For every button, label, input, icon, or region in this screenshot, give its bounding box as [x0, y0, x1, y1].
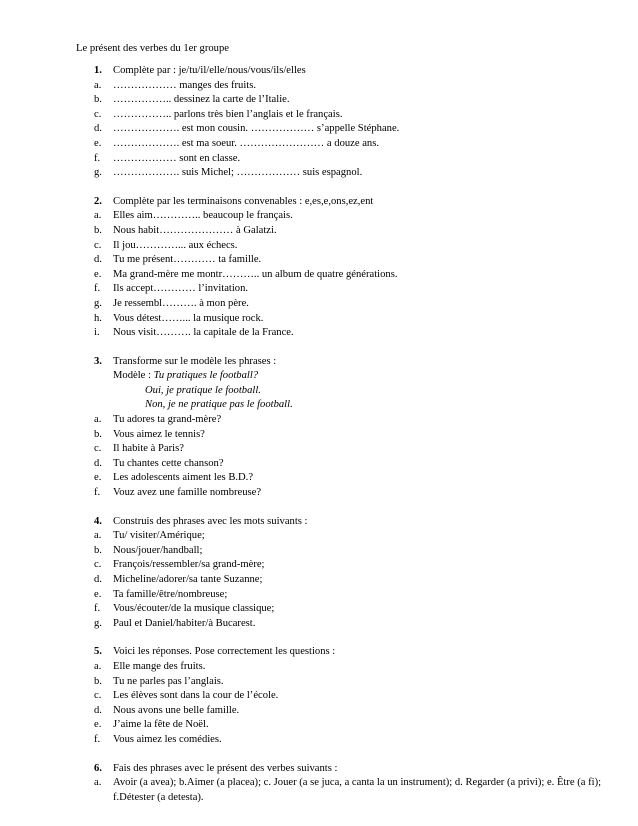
item-label: a.: [94, 777, 102, 789]
list-item: [94, 718, 614, 733]
list-item: [94, 602, 614, 617]
exercise-4: [94, 515, 614, 632]
exercise-4-header: [94, 515, 614, 530]
list-item: [94, 224, 614, 239]
exercise-instruction: Transforme sur le modèle les phrases :: [113, 355, 277, 367]
list-item: [94, 486, 614, 501]
model-example: Tu pratiques le football?: [153, 370, 259, 382]
list-item: [94, 617, 614, 632]
list-item: [94, 544, 614, 559]
list-item: [94, 733, 614, 748]
item-text: François/ressembler/sa grand-mère;: [113, 559, 265, 571]
list-item: [94, 529, 614, 544]
item-text: Vous/écouter/de la musique classique;: [113, 603, 275, 615]
item-label: g.: [94, 297, 102, 309]
exercise-instruction: Fais des phrases avec le présent des verbes suivants :: [113, 762, 338, 774]
list-item: [94, 282, 614, 297]
item-label: a.: [94, 660, 102, 672]
exercise-list: [94, 64, 614, 819]
item-text: ……………… manges des fruits.: [113, 79, 257, 91]
list-item: [94, 442, 614, 457]
item-label: e.: [94, 137, 102, 149]
item-text: ………………. est mon cousin. ……………… s’appelle Stéphane.: [113, 123, 400, 135]
item-label: a.: [94, 530, 102, 542]
item-text: Elle mange des fruits.: [113, 660, 206, 672]
item-label: d.: [94, 123, 102, 135]
item-text: Tu adores ta grand-mère?: [113, 414, 222, 426]
item-label: e.: [94, 472, 102, 484]
exercise-number: 2.: [94, 195, 102, 207]
item-text: …………….. dessinez la carte de l’Italie.: [113, 94, 290, 106]
item-label: b.: [94, 94, 102, 106]
exercise-instruction: Complète par : je/tu/il/elle/nous/vous/ils/elles: [113, 65, 306, 76]
item-label: b.: [94, 675, 102, 687]
exercise-instruction: Voici les réponses. Pose correctement les questions :: [113, 646, 336, 658]
item-text: Il jou…………... aux échecs.: [113, 239, 238, 251]
list-item: [94, 253, 614, 268]
list-item: [94, 209, 614, 224]
item-label: g.: [94, 617, 102, 629]
item-label: f.: [94, 152, 101, 164]
item-text: Tu chantes cette chanson?: [113, 457, 224, 469]
item-text: J’aime la fête de Noël.: [113, 719, 209, 731]
list-item: [94, 122, 614, 137]
item-text: Tu ne parles pas l’anglais.: [113, 675, 224, 687]
item-text: Ils accept………… l’invitation.: [113, 283, 249, 295]
item-label: h.: [94, 312, 102, 324]
item-label: d.: [94, 574, 102, 585]
exercise-1-header: [94, 64, 614, 79]
exercise-6-header: [94, 762, 614, 777]
item-label: a.: [94, 210, 102, 222]
item-text: …………….. parlons très bien l’anglais et le français.: [113, 108, 343, 120]
exercise-instruction: Complète par les terminaisons convenables : e,es,e,ons,ez,ent: [113, 195, 374, 207]
item-label: e.: [94, 588, 102, 600]
exercise-number: 6.: [94, 762, 102, 774]
item-label: c.: [94, 690, 102, 702]
item-text: Elles aim………….. beaucoup le français.: [113, 210, 293, 222]
item-label: c.: [94, 443, 102, 455]
item-label: f.: [94, 733, 101, 745]
list-item: [94, 471, 614, 486]
item-text: ………………. est ma soeur. …………………… a douze ans.: [113, 137, 379, 149]
list-item: [94, 457, 614, 472]
item-text: Il habite à Paris?: [113, 443, 184, 455]
item-text: Vous aimez les comédies.: [113, 733, 222, 745]
item-label: c.: [94, 108, 102, 120]
item-label: a.: [94, 414, 102, 426]
list-item: [94, 79, 614, 94]
item-text: Tu me présent………… ta famille.: [113, 254, 262, 266]
exercise-2-header: [94, 195, 614, 210]
list-item: [94, 239, 614, 254]
item-label: d.: [94, 704, 102, 716]
exercise-number: 4.: [94, 515, 102, 527]
exercise-number: 5.: [94, 646, 102, 658]
item-text: Ma grand-mère me montr……….. un album de quatre générations.: [113, 268, 398, 280]
list-item: [94, 428, 614, 443]
item-text: Vous aimez le tennis?: [113, 428, 205, 440]
item-text: Ta famille/être/nombreuse;: [113, 588, 228, 600]
item-text: Je ressembl………. à mon père.: [113, 297, 249, 309]
item-label: a.: [94, 79, 102, 91]
exercise-5-header: [94, 645, 614, 660]
item-label: b.: [94, 544, 102, 556]
list-item: [94, 660, 614, 675]
item-label: e.: [94, 268, 102, 280]
item-text: Nous avons une belle famille.: [113, 704, 240, 716]
item-text: Tu/ visiter/Amérique;: [113, 530, 205, 542]
list-item: [94, 573, 614, 588]
item-text: Les adolescents aiment les B.D.?: [113, 472, 254, 484]
item-label: f.: [94, 487, 101, 499]
item-text: Vouz avez une famille nombreuse?: [113, 487, 262, 499]
item-text: Vous détest……... la musique rock.: [113, 312, 264, 324]
item-label: b.: [94, 428, 102, 440]
list-item: [94, 326, 614, 341]
exercise-1: [94, 64, 614, 181]
list-item: [94, 413, 614, 428]
model-line: [94, 369, 614, 384]
exercise-instruction: Construis des phrases avec les mots suivants :: [113, 515, 308, 527]
document-title: Le présent des verbes du 1er groupe: [76, 43, 229, 54]
item-text: Nous habit………………… à Galatzi.: [113, 224, 277, 236]
list-item: [94, 166, 614, 181]
list-item: [94, 704, 614, 719]
item-label: e.: [94, 719, 102, 731]
list-item: [94, 108, 614, 123]
item-label: f.: [94, 603, 101, 615]
model-label: Modèle :: [113, 370, 154, 382]
list-item: [94, 137, 614, 152]
item-text: Micheline/adorer/sa tante Suzanne;: [113, 574, 263, 585]
item-label: d.: [94, 254, 102, 266]
item-text: Nous/jouer/handball;: [113, 544, 203, 556]
item-label: g.: [94, 167, 102, 179]
exercise-number: 3.: [94, 355, 102, 367]
model-answer: Non, je ne pratique pas le football.: [145, 399, 293, 411]
exercise-3-header: [94, 355, 614, 370]
item-label: f.: [94, 283, 101, 295]
list-item: [94, 312, 614, 327]
exercise-number: 1.: [94, 65, 102, 76]
exercise-6: [94, 762, 614, 806]
list-item: [94, 558, 614, 573]
list-item: [94, 689, 614, 704]
item-text: Nous visit………. la capitale de la France.: [113, 327, 294, 339]
exercise-5: [94, 645, 614, 747]
exercise-3: [94, 355, 614, 501]
item-label: d.: [94, 457, 102, 469]
model-answer: Oui, je pratique le football.: [145, 384, 261, 396]
paragraph-item: [94, 776, 614, 805]
list-item: [94, 93, 614, 108]
item-text: Paul et Daniel/habiter/à Bucarest.: [113, 617, 256, 629]
list-item: [94, 675, 614, 690]
item-label: c.: [94, 239, 102, 251]
item-label: b.: [94, 224, 102, 236]
item-text: ………………. suis Michel; ……………… suis espagnol.: [113, 167, 363, 179]
list-item: [94, 297, 614, 312]
list-item: [94, 152, 614, 167]
item-text: Avoir (a avea); b.Aimer (a placea); c. Jouer (a se juca, a canta la un instrument); d. Regarder (a privi); e. Être (a fi); f.Détester (a detesta).: [113, 777, 602, 803]
item-text: Les élèves sont dans la cour de l’école.: [113, 690, 279, 702]
list-item: [94, 588, 614, 603]
item-text: ……………… sont en classe.: [113, 152, 241, 164]
list-item: [94, 268, 614, 283]
item-label: i.: [94, 327, 100, 339]
item-label: c.: [94, 559, 102, 571]
exercise-2: [94, 195, 614, 341]
